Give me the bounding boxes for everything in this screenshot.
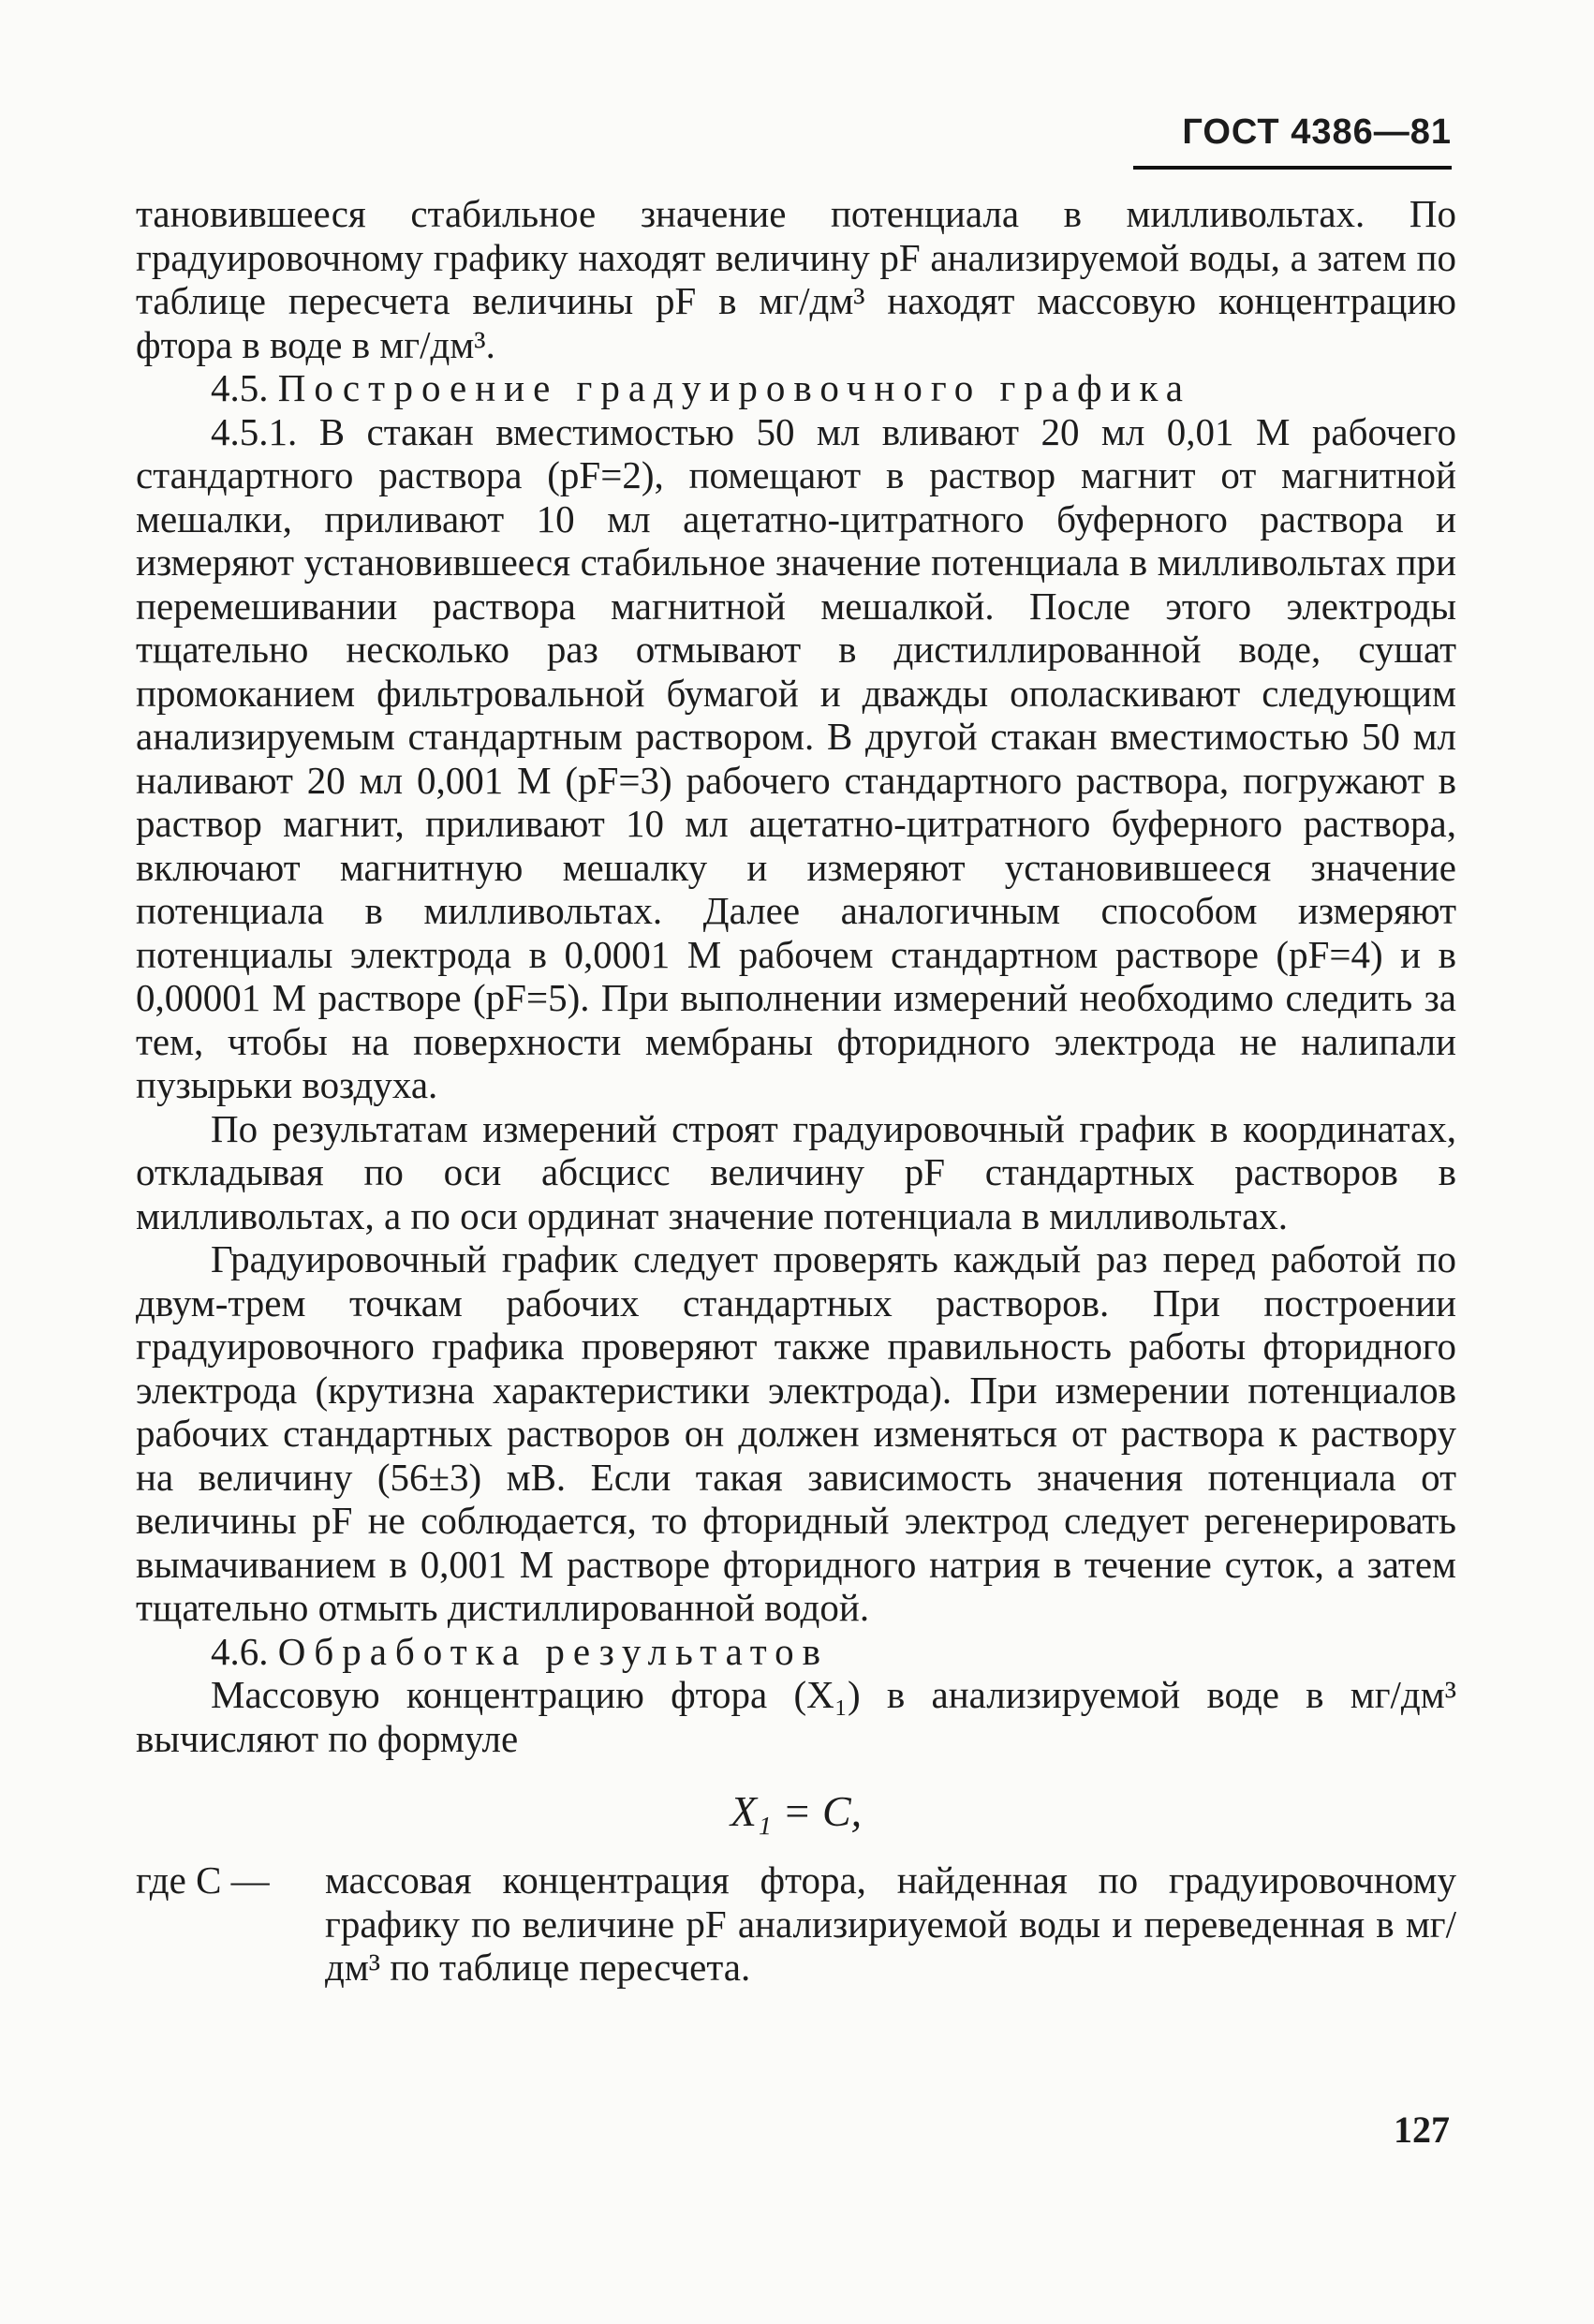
paragraph-continuation: тановившееся стабильное значение потенциала в милливольтах. По градуировочному графику находят величину pF анализируемой воды, а затем по таблице пересчета величины pF в мг/дм³ находят массовую концентрацию фтора в воде в мг/дм³. [136,192,1456,366]
formula [136,1786,1456,1836]
section-title: Обработка результатов [277,1629,830,1673]
section-number: 4.5. [211,366,269,409]
where-text: массовая концентрация фтора, найденная по градуировочному графику по величине pF анализириуемой воды и переведенная в мг/дм³ по таблице пересчета. [325,1858,1456,1989]
paragraph-results: По результатам измерений строят градуировочный график в координатах, откладывая по оси абсцисс величину pF стандартных растворов в милливольтах, а по оси ординат значение потенциала в милливольтах. [136,1106,1456,1237]
where-clause [136,1858,1456,1990]
page-header [1133,112,1452,170]
section-number: 4.6. [211,1629,269,1673]
where-label: где C — [136,1858,270,1902]
paragraph-4-5-1: 4.5.1. В стакан вместимостью 50 мл вливают 20 мл 0,01 М рабочего стандартного раствора (pF=2), помещают в раствор магнит от магнитной мешалки, приливают 10 мл ацетатно-цитратного буферного раствора и измеряют установившееся стабильное значение потенциала в милливольтах при перемешивании раствора магнитной мешалкой. После этого электроды тщательно несколько раз отмывают в дистиллированной воде, сушат промоканием фильтровальной бумагой и дважды ополаскивают следующим анализируемым стандартным раствором. В другой стакан вместимостью 50 мл наливают 20 мл 0,001 М (pF=3) рабочего стандартного раствора, погружают в раствор магнит, приливают 10 мл ацетатно-цитратного буферного раствора, включают магнитную мешалку и измеряют установившееся значение потенциала в милливольтах. Далее аналогичным способом измеряют потенциалы электрода в 0,0001 М рабочем стандартном растворе (pF=4) и в 0,00001 М растворе (pF=5). При выполнении измерений необходимо следить за тем, чтобы на поверхности мембраны фторидного электрода не налипали пузырьки воздуха. [136,409,1456,1106]
section-title: Построение градуировочного графика [277,366,1191,409]
section-heading-4-5 [136,366,1456,410]
formula-text: X₁ = C, [730,1787,863,1835]
document-body [136,192,1456,1990]
page-number: 127 [1394,2109,1450,2151]
paragraph-check: Градуировочный график следует проверять каждый раз перед работой по двум-трем точкам рабочих стандартных растворов. При построении градуировочного графика проверяют также правильность работы фторидного электрода (крутизна характеристики электрода). При измерении потенциалов рабочих стандартных растворов он должен изменяться от раствора к раствору на величину (56±3) мВ. Если такая зависимость значения потенциала от величины pF не соблюдается, то фторидный электрод следует регенерировать вымачиванием в 0,001 М растворе фторидного натрия в течение суток, а затем тщательно отмыть дистиллированной водой. [136,1237,1456,1629]
standard-code: ГОСТ 4386—81 [1182,112,1452,152]
section-heading-4-6 [136,1630,1456,1674]
paragraph-mass-concentration: Массовую концентрацию фтора (X₁) в анализируемой воде в мг/дм³ вычисляют по формуле [136,1673,1456,1760]
